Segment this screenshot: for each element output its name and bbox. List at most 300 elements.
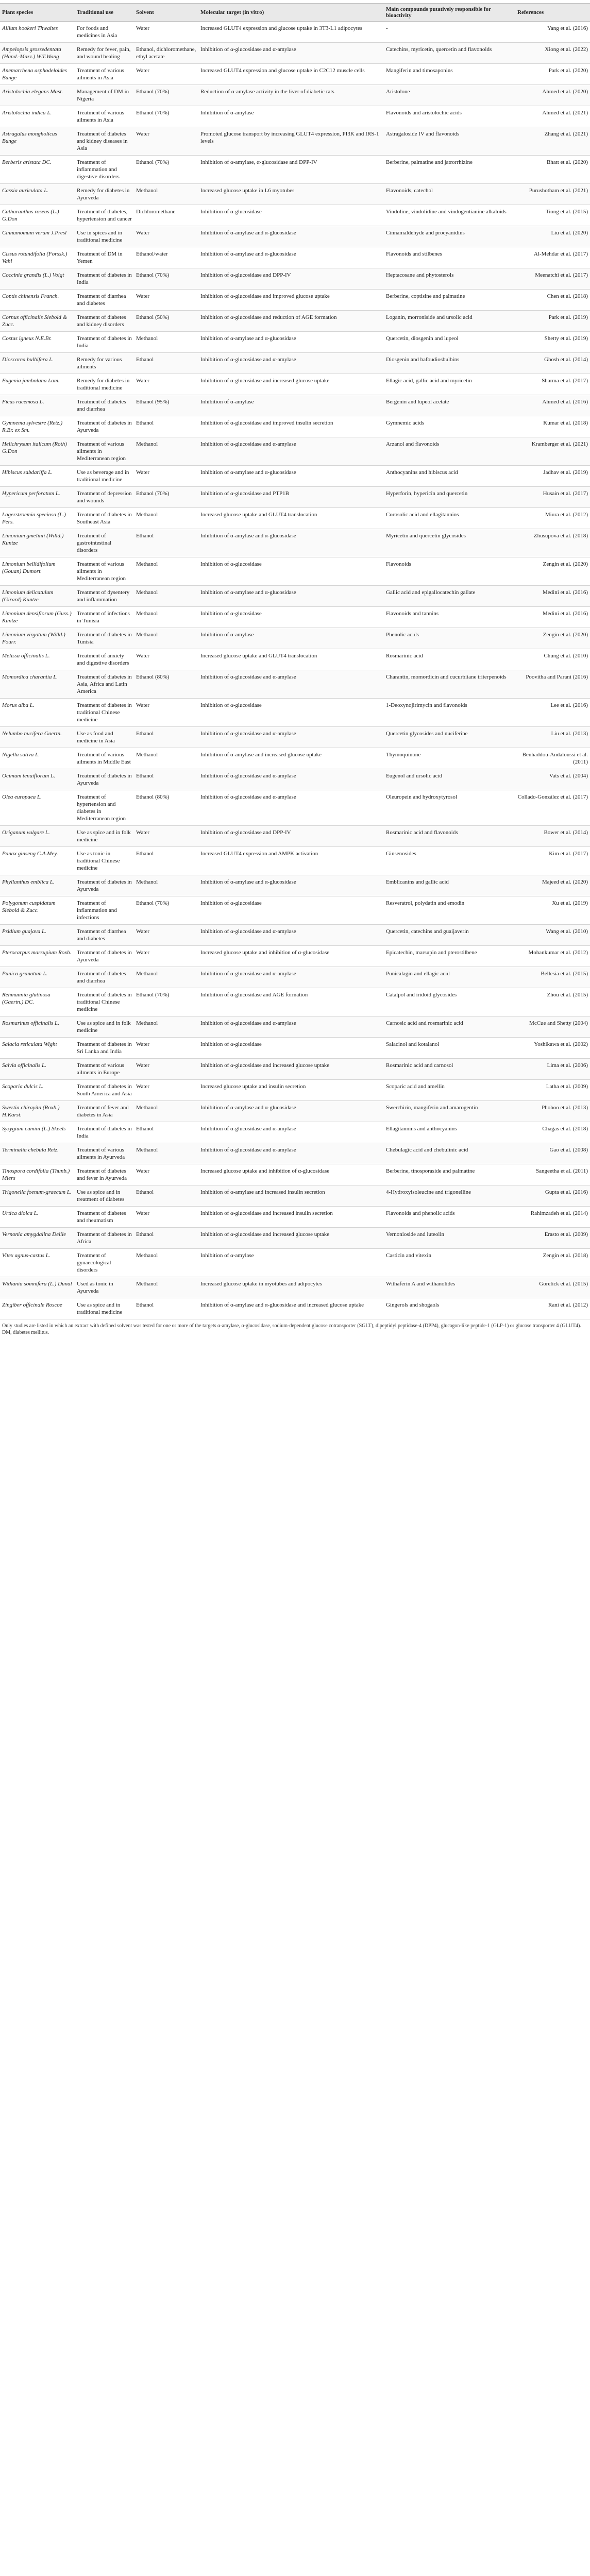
table-row bbox=[0, 22, 590, 43]
table-row bbox=[0, 127, 590, 156]
cell-solvent: Water bbox=[134, 127, 198, 156]
cell-molecular-target: Inhibition of α-glucosidase and α-amylase bbox=[198, 967, 384, 988]
cell-traditional-use: Use as food and medicine in Asia bbox=[75, 727, 134, 748]
cell-main-compounds: Loganin, morroniside and ursolic acid bbox=[384, 311, 515, 332]
table-row bbox=[0, 1059, 590, 1080]
cell-plant-species: Cinnamomum verum J.Presl bbox=[0, 226, 75, 247]
cell-reference: Xiong et al. (2022) bbox=[515, 43, 590, 64]
cell-main-compounds: Punicalagin and ellagic acid bbox=[384, 967, 515, 988]
cell-reference: Zengin et al. (2020) bbox=[515, 628, 590, 649]
cell-molecular-target: Increased GLUT4 expression and glucose uptake in 3T3-L1 adipocytes bbox=[198, 22, 384, 43]
cell-reference: Al-Mehdar et al. (2017) bbox=[515, 247, 590, 268]
cell-main-compounds: Ellagic acid, gallic acid and myricetin bbox=[384, 374, 515, 395]
cell-plant-species: Cornus officinalis Siebold & Zucc. bbox=[0, 311, 75, 332]
cell-reference: Chagas et al. (2018) bbox=[515, 1122, 590, 1143]
cell-solvent: Ethanol (95%) bbox=[134, 395, 198, 416]
cell-plant-species: Helichrysum italicum (Roth) G.Don bbox=[0, 437, 75, 466]
cell-reference: Wang et al. (2010) bbox=[515, 925, 590, 946]
cell-traditional-use: Use as spice and in folk medicine bbox=[75, 1016, 134, 1038]
table-row bbox=[0, 1080, 590, 1101]
table-row bbox=[0, 205, 590, 226]
cell-solvent: Methanol bbox=[134, 1101, 198, 1122]
cell-plant-species: Zingiber officinale Roscoe bbox=[0, 1298, 75, 1319]
table-row bbox=[0, 1249, 590, 1277]
cell-solvent: Water bbox=[134, 64, 198, 85]
table-footnote: Only studies are listed in which an extract with defined solvent was tested for one or more of the targets α-amylase, α-glucosidase, sodium-dependent glucose cotransporter (SGLT), dipeptidyl peptidase-4 (DPP4), glucagon-like peptide-1 (GLP-1) or glucose transporter 4 (GLUT4). DM, diabetes mellitus. bbox=[2, 1323, 581, 1335]
cell-traditional-use: Treatment of diabetes and fever in Ayurveda bbox=[75, 1164, 134, 1185]
cell-plant-species: Hibiscus sabdariffa L. bbox=[0, 466, 75, 487]
cell-plant-species: Phyllanthus emblica L. bbox=[0, 875, 75, 896]
cell-main-compounds: Rosmarinic acid bbox=[384, 649, 515, 670]
cell-traditional-use: Treatment of diabetes in Ayurveda bbox=[75, 875, 134, 896]
cell-molecular-target: Inhibition of α-glucosidase and α-amylase bbox=[198, 1122, 384, 1143]
cell-reference: McCue and Shetty (2004) bbox=[515, 1016, 590, 1038]
cell-molecular-target: Inhibition of α-glucosidase bbox=[198, 557, 384, 586]
cell-molecular-target: Reduction of α-amylase activity in the liver of diabetic rats bbox=[198, 85, 384, 106]
cell-plant-species: Limonium virgatum (Willd.) Fourr. bbox=[0, 628, 75, 649]
cell-solvent: Ethanol bbox=[134, 847, 198, 875]
cell-traditional-use: Treatment of diabetes in Sri Lanka and India bbox=[75, 1038, 134, 1059]
cell-molecular-target: Inhibition of α-glucosidase and DPP-IV bbox=[198, 826, 384, 847]
cell-traditional-use: Treatment of diabetes in Ayurveda bbox=[75, 769, 134, 790]
cell-main-compounds: Rosmarinic acid and flavonoids bbox=[384, 826, 515, 847]
cell-solvent: Ethanol (70%) bbox=[134, 896, 198, 925]
cell-traditional-use: Use as spice and in traditional medicine bbox=[75, 1298, 134, 1319]
cell-molecular-target: Inhibition of α-glucosidase and α-amylase bbox=[198, 727, 384, 748]
cell-molecular-target: Increased glucose uptake and GLUT4 translocation bbox=[198, 508, 384, 529]
cell-main-compounds: Anthocyanins and hibiscus acid bbox=[384, 466, 515, 487]
cell-solvent: Methanol bbox=[134, 1277, 198, 1298]
cell-traditional-use: Treatment of gynaecological disorders bbox=[75, 1249, 134, 1277]
cell-reference: Shetty et al. (2019) bbox=[515, 332, 590, 353]
cell-solvent: Ethanol bbox=[134, 1298, 198, 1319]
cell-main-compounds: Mangiferin and timosaponins bbox=[384, 64, 515, 85]
cell-molecular-target: Inhibition of α-amylase and α-glucosidase and increased glucose uptake bbox=[198, 1298, 384, 1319]
cell-reference: Benhaddou-Andaloussi et al. (2011) bbox=[515, 748, 590, 769]
cell-reference: Collado-González et al. (2017) bbox=[515, 790, 590, 826]
cell-main-compounds: Astragaloside IV and flavonoids bbox=[384, 127, 515, 156]
cell-main-compounds: - bbox=[384, 22, 515, 43]
cell-reference: Erasto et al. (2009) bbox=[515, 1228, 590, 1249]
cell-plant-species: Trigonella foenum-graecum L. bbox=[0, 1185, 75, 1207]
cell-main-compounds: Corosolic acid and ellagitannins bbox=[384, 508, 515, 529]
cell-reference: Bower et al. (2014) bbox=[515, 826, 590, 847]
cell-plant-species: Morus alba L. bbox=[0, 699, 75, 727]
cell-solvent: Water bbox=[134, 699, 198, 727]
cell-reference: Kim et al. (2017) bbox=[515, 847, 590, 875]
cell-plant-species: Costus igneus N.E.Br. bbox=[0, 332, 75, 353]
cell-plant-species: Dioscorea bulbifera L. bbox=[0, 353, 75, 374]
table-row bbox=[0, 875, 590, 896]
cell-molecular-target: Inhibition of α-glucosidase and α-amylase bbox=[198, 1016, 384, 1038]
table-row bbox=[0, 529, 590, 557]
cell-main-compounds: Eugenol and ursolic acid bbox=[384, 769, 515, 790]
cell-plant-species: Salacia reticulata Wight bbox=[0, 1038, 75, 1059]
table-row bbox=[0, 586, 590, 607]
cell-molecular-target: Increased glucose uptake and inhibition of α-glucosidase bbox=[198, 946, 384, 967]
table-row bbox=[0, 967, 590, 988]
cell-molecular-target: Inhibition of α-glucosidase and increased insulin secretion bbox=[198, 1207, 384, 1228]
cell-molecular-target: Inhibition of α-glucosidase and α-amylase bbox=[198, 670, 384, 699]
table-row bbox=[0, 64, 590, 85]
cell-plant-species: Cissus rotundifolia (Forssk.) Vahl bbox=[0, 247, 75, 268]
table-body bbox=[0, 22, 590, 1319]
cell-plant-species: Urtica dioica L. bbox=[0, 1207, 75, 1228]
cell-main-compounds: Catechins, myricetin, quercetin and flavonoids bbox=[384, 43, 515, 64]
cell-traditional-use: Remedy for various ailments bbox=[75, 353, 134, 374]
cell-main-compounds: Swerchirin, mangiferin and amarogentin bbox=[384, 1101, 515, 1122]
cell-plant-species: Hypericum perforatum L. bbox=[0, 487, 75, 508]
cell-main-compounds: Charantin, momordicin and cucurbitane triterpenoids bbox=[384, 670, 515, 699]
cell-reference: Yoshikawa et al. (2002) bbox=[515, 1038, 590, 1059]
cell-plant-species: Ocimum tenuiflorum L. bbox=[0, 769, 75, 790]
cell-traditional-use: Treatment of diabetes in Southeast Asia bbox=[75, 508, 134, 529]
cell-molecular-target: Inhibition of α-glucosidase bbox=[198, 896, 384, 925]
cell-solvent: Ethanol (70%) bbox=[134, 487, 198, 508]
cell-plant-species: Cassia auriculata L. bbox=[0, 184, 75, 205]
cell-molecular-target: Inhibition of α-glucosidase and improved insulin secretion bbox=[198, 416, 384, 437]
cell-plant-species: Panax ginseng C.A.Mey. bbox=[0, 847, 75, 875]
cell-main-compounds: Bergenin and lupeol acetate bbox=[384, 395, 515, 416]
cell-main-compounds: Berberine, palmatine and jatrorrhizine bbox=[384, 156, 515, 184]
cell-molecular-target: Inhibition of α-glucosidase and improved glucose uptake bbox=[198, 290, 384, 311]
cell-solvent: Methanol bbox=[134, 748, 198, 769]
cell-traditional-use: Treatment of diabetes in Africa bbox=[75, 1228, 134, 1249]
cell-molecular-target: Inhibition of α-amylase and α-glucosidase bbox=[198, 466, 384, 487]
table-row bbox=[0, 769, 590, 790]
table-row bbox=[0, 1185, 590, 1207]
cell-molecular-target: Increased glucose uptake and inhibition of α-glucosidase bbox=[198, 1164, 384, 1185]
cell-traditional-use: Treatment of diabetes and rheumatism bbox=[75, 1207, 134, 1228]
cell-molecular-target: Inhibition of α-glucosidase bbox=[198, 607, 384, 628]
table-row bbox=[0, 85, 590, 106]
cell-plant-species: Limonium delicatulum (Girard) Kuntze bbox=[0, 586, 75, 607]
table-row bbox=[0, 43, 590, 64]
cell-main-compounds: Diosgenin and bafoudiosbulbins bbox=[384, 353, 515, 374]
table-row bbox=[0, 1122, 590, 1143]
cell-solvent: Water bbox=[134, 22, 198, 43]
cell-traditional-use: Treatment of diarrhea and diabetes bbox=[75, 290, 134, 311]
cell-reference: Xu et al. (2019) bbox=[515, 896, 590, 925]
cell-solvent: Ethanol (70%) bbox=[134, 988, 198, 1016]
table-row bbox=[0, 1164, 590, 1185]
cell-solvent: Methanol bbox=[134, 1016, 198, 1038]
cell-plant-species: Scoparia dulcis L. bbox=[0, 1080, 75, 1101]
cell-reference: Ahmed et al. (2016) bbox=[515, 395, 590, 416]
cell-solvent: Ethanol/water bbox=[134, 247, 198, 268]
cell-molecular-target: Inhibition of α-amylase and increased glucose uptake bbox=[198, 748, 384, 769]
cell-reference: Lima et al. (2006) bbox=[515, 1059, 590, 1080]
cell-main-compounds: Flavonoids and tannins bbox=[384, 607, 515, 628]
cell-solvent: Water bbox=[134, 290, 198, 311]
cell-reference: Medini et al. (2016) bbox=[515, 607, 590, 628]
cell-plant-species: Coptis chinensis Franch. bbox=[0, 290, 75, 311]
table-row bbox=[0, 1143, 590, 1164]
cell-traditional-use: Treatment of diabetes in Tunisia bbox=[75, 628, 134, 649]
cell-traditional-use: Treatment of diabetes and kidney disorders bbox=[75, 311, 134, 332]
cell-solvent: Ethanol bbox=[134, 353, 198, 374]
cell-solvent: Water bbox=[134, 374, 198, 395]
cell-reference: Gupta et al. (2016) bbox=[515, 1185, 590, 1207]
cell-reference: Yang et al. (2016) bbox=[515, 22, 590, 43]
cell-main-compounds: Rosmarinic acid and carnosol bbox=[384, 1059, 515, 1080]
table-row bbox=[0, 925, 590, 946]
cell-molecular-target: Increased GLUT4 expression and glucose uptake in C2C12 muscle cells bbox=[198, 64, 384, 85]
cell-reference: Meenatchi et al. (2017) bbox=[515, 268, 590, 290]
cell-reference: Liu et al. (2013) bbox=[515, 727, 590, 748]
cell-traditional-use: Treatment of various ailments in Ayurveda bbox=[75, 1143, 134, 1164]
cell-molecular-target: Inhibition of α-amylase bbox=[198, 106, 384, 127]
cell-plant-species: Lagerstroemia speciosa (L.) Pers. bbox=[0, 508, 75, 529]
cell-traditional-use: Treatment of hypertension and diabetes in Mediterranean region bbox=[75, 790, 134, 826]
cell-molecular-target: Inhibition of α-glucosidase and α-amylase bbox=[198, 437, 384, 466]
cell-traditional-use: Treatment of various ailments in Mediterranean region bbox=[75, 437, 134, 466]
cell-traditional-use: Management of DM in Nigeria bbox=[75, 85, 134, 106]
cell-molecular-target: Inhibition of α-glucosidase and α-amylase bbox=[198, 1143, 384, 1164]
cell-solvent: Ethanol bbox=[134, 769, 198, 790]
cell-traditional-use: Treatment of diabetes and diarrhea bbox=[75, 395, 134, 416]
cell-molecular-target: Inhibition of α-amylase and α-glucosidase bbox=[198, 529, 384, 557]
cell-solvent: Water bbox=[134, 925, 198, 946]
table-row bbox=[0, 826, 590, 847]
cell-plant-species: Catharanthus roseus (L.) G.Don bbox=[0, 205, 75, 226]
table-row bbox=[0, 847, 590, 875]
cell-traditional-use: Use as spice and in treatment of diabetes bbox=[75, 1185, 134, 1207]
table-row bbox=[0, 466, 590, 487]
cell-solvent: Ethanol bbox=[134, 1122, 198, 1143]
cell-molecular-target: Inhibition of α-amylase and α-glucosidase bbox=[198, 247, 384, 268]
cell-solvent: Water bbox=[134, 1059, 198, 1080]
cell-solvent: Ethanol (80%) bbox=[134, 670, 198, 699]
table-row bbox=[0, 416, 590, 437]
cell-reference: Husain et al. (2017) bbox=[515, 487, 590, 508]
cell-traditional-use: Remedy for diabetes in traditional medicine bbox=[75, 374, 134, 395]
cell-plant-species: Withania somnifera (L.) Dunal bbox=[0, 1277, 75, 1298]
cell-traditional-use: Treatment of diabetes and diarrhea bbox=[75, 967, 134, 988]
cell-solvent: Methanol bbox=[134, 184, 198, 205]
cell-main-compounds: 1-Deoxynojirimycin and flavonoids bbox=[384, 699, 515, 727]
cell-molecular-target: Inhibition of α-glucosidase bbox=[198, 699, 384, 727]
cell-main-compounds: Scoparic acid and amellin bbox=[384, 1080, 515, 1101]
cell-solvent: Methanol bbox=[134, 508, 198, 529]
cell-molecular-target: Inhibition of α-glucosidase bbox=[198, 1038, 384, 1059]
cell-plant-species: Psidium guajava L. bbox=[0, 925, 75, 946]
cell-molecular-target: Inhibition of α-glucosidase and reduction of AGE formation bbox=[198, 311, 384, 332]
cell-plant-species: Punica granatum L. bbox=[0, 967, 75, 988]
cell-reference: Park et al. (2020) bbox=[515, 64, 590, 85]
cell-traditional-use: Treatment of diabetes in Ayurveda bbox=[75, 416, 134, 437]
cell-main-compounds: Carnosic acid and rosmarinic acid bbox=[384, 1016, 515, 1038]
cell-plant-species: Berberis aristata DC. bbox=[0, 156, 75, 184]
cell-traditional-use: Treatment of diabetes in Asia, Africa and Latin America bbox=[75, 670, 134, 699]
cell-reference: Mohankumar et al. (2012) bbox=[515, 946, 590, 967]
cell-plant-species: Vernonia amygdalina Delile bbox=[0, 1228, 75, 1249]
cell-molecular-target: Inhibition of α-amylase and α-glucosidase bbox=[198, 1101, 384, 1122]
table-row bbox=[0, 748, 590, 769]
cell-solvent: Water bbox=[134, 649, 198, 670]
cell-traditional-use: Treatment of infections in Tunisia bbox=[75, 607, 134, 628]
cell-main-compounds: Flavonoids, catechol bbox=[384, 184, 515, 205]
cell-molecular-target: Increased glucose uptake and insulin secretion bbox=[198, 1080, 384, 1101]
cell-plant-species: Limonium gmelinii (Willd.) Kuntze bbox=[0, 529, 75, 557]
cell-solvent: Methanol bbox=[134, 875, 198, 896]
cell-plant-species: Melissa officinalis L. bbox=[0, 649, 75, 670]
cell-reference: Vats et al. (2004) bbox=[515, 769, 590, 790]
cell-reference: Liu et al. (2020) bbox=[515, 226, 590, 247]
cell-traditional-use: Treatment of fever and diabetes in Asia bbox=[75, 1101, 134, 1122]
cell-solvent: Ethanol bbox=[134, 727, 198, 748]
table-row bbox=[0, 988, 590, 1016]
cell-molecular-target: Inhibition of α-glucosidase and AGE formation bbox=[198, 988, 384, 1016]
cell-reference: Medini et al. (2016) bbox=[515, 586, 590, 607]
table-row bbox=[0, 156, 590, 184]
cell-molecular-target: Inhibition of α-amylase bbox=[198, 628, 384, 649]
cell-reference: Zengin et al. (2020) bbox=[515, 557, 590, 586]
cell-molecular-target: Increased glucose uptake in myotubes and adipocytes bbox=[198, 1277, 384, 1298]
cell-reference: Kumar et al. (2018) bbox=[515, 416, 590, 437]
cell-reference: Gao et al. (2008) bbox=[515, 1143, 590, 1164]
header-plant-species: Plant species bbox=[0, 4, 75, 22]
cell-molecular-target: Increased glucose uptake in L6 myotubes bbox=[198, 184, 384, 205]
table-row bbox=[0, 395, 590, 416]
cell-plant-species: Limonium densiflorum (Guss.) Kuntze bbox=[0, 607, 75, 628]
cell-traditional-use: Remedy for fever, pain, and wound healing bbox=[75, 43, 134, 64]
table-row bbox=[0, 374, 590, 395]
cell-solvent: Water bbox=[134, 946, 198, 967]
cell-molecular-target: Inhibition of α-amylase, α-glucosidase and DPP-IV bbox=[198, 156, 384, 184]
cell-solvent: Water bbox=[134, 1080, 198, 1101]
plant-table bbox=[0, 3, 590, 1319]
cell-main-compounds: Flavonoids bbox=[384, 557, 515, 586]
cell-molecular-target: Inhibition of α-amylase bbox=[198, 1249, 384, 1277]
cell-plant-species: Allium hookeri Thwaites bbox=[0, 22, 75, 43]
cell-traditional-use: Treatment of DM in Yemen bbox=[75, 247, 134, 268]
cell-main-compounds: Withaferin A and withanolides bbox=[384, 1277, 515, 1298]
cell-main-compounds: Flavonoids and stilbenes bbox=[384, 247, 515, 268]
cell-plant-species: Pterocarpus marsupium Roxb. bbox=[0, 946, 75, 967]
table-row bbox=[0, 1207, 590, 1228]
cell-main-compounds: Flavonoids and phenolic acids bbox=[384, 1207, 515, 1228]
cell-plant-species: Aristolochia indica L. bbox=[0, 106, 75, 127]
header-molecular-target: Molecular target (in vitro) bbox=[198, 4, 384, 22]
table-row bbox=[0, 268, 590, 290]
cell-traditional-use: Treatment of diabetes in India bbox=[75, 268, 134, 290]
cell-solvent: Methanol bbox=[134, 1249, 198, 1277]
cell-traditional-use: Treatment of diarrhea and diabetes bbox=[75, 925, 134, 946]
cell-plant-species: Ampelopsis grossedentata (Hand.-Mazz.) W.T.Wang bbox=[0, 43, 75, 64]
table-row bbox=[0, 790, 590, 826]
cell-main-compounds: Gymnemic acids bbox=[384, 416, 515, 437]
cell-plant-species: Nigella sativa L. bbox=[0, 748, 75, 769]
cell-main-compounds: Aristolone bbox=[384, 85, 515, 106]
header-main-compounds: Main compounds putatively responsible for bioactivity bbox=[384, 4, 515, 22]
cell-plant-species: Nelumbo nucifera Gaertn. bbox=[0, 727, 75, 748]
cell-molecular-target: Inhibition of α-amylase and α-glucosidase bbox=[198, 332, 384, 353]
cell-main-compounds: Vernonioside and luteolin bbox=[384, 1228, 515, 1249]
cell-reference: Rani et al. (2012) bbox=[515, 1298, 590, 1319]
cell-main-compounds: Chebulagic acid and chebulinic acid bbox=[384, 1143, 515, 1164]
cell-reference: Chen et al. (2018) bbox=[515, 290, 590, 311]
table-row bbox=[0, 1228, 590, 1249]
table-row bbox=[0, 290, 590, 311]
table-row bbox=[0, 311, 590, 332]
table-row bbox=[0, 487, 590, 508]
cell-main-compounds: Berberine, tinosporaside and palmatine bbox=[384, 1164, 515, 1185]
cell-plant-species: Olea europaea L. bbox=[0, 790, 75, 826]
cell-main-compounds: Catalpol and iridoid glycosides bbox=[384, 988, 515, 1016]
cell-reference: Bhatt et al. (2020) bbox=[515, 156, 590, 184]
cell-reference: Lee et al. (2016) bbox=[515, 699, 590, 727]
cell-reference: Zhang et al. (2021) bbox=[515, 127, 590, 156]
cell-main-compounds: Ginsenosides bbox=[384, 847, 515, 875]
cell-solvent: Methanol bbox=[134, 557, 198, 586]
header-solvent: Solvent bbox=[134, 4, 198, 22]
cell-molecular-target: Inhibition of α-glucosidase and increased glucose uptake bbox=[198, 1059, 384, 1080]
cell-molecular-target: Inhibition of α-glucosidase and α-amylase bbox=[198, 353, 384, 374]
cell-solvent: Methanol bbox=[134, 1143, 198, 1164]
table-row bbox=[0, 628, 590, 649]
cell-traditional-use: Remedy for diabetes in Ayurveda bbox=[75, 184, 134, 205]
cell-traditional-use: Treatment of various ailments in Asia bbox=[75, 106, 134, 127]
table-row bbox=[0, 226, 590, 247]
cell-traditional-use: Use in spices and in traditional medicine bbox=[75, 226, 134, 247]
cell-solvent: Methanol bbox=[134, 332, 198, 353]
cell-molecular-target: Increased GLUT4 expression and AMPK activation bbox=[198, 847, 384, 875]
cell-molecular-target: Inhibition of α-glucosidase and PTP1B bbox=[198, 487, 384, 508]
cell-reference: Poovitha and Parani (2016) bbox=[515, 670, 590, 699]
cell-main-compounds: Quercetin glycosides and nuciferine bbox=[384, 727, 515, 748]
cell-plant-species: Astragalus mongholicus Bunge bbox=[0, 127, 75, 156]
cell-main-compounds: Quercetin, catechins and guaijaverin bbox=[384, 925, 515, 946]
cell-traditional-use: Treatment of various ailments in Europe bbox=[75, 1059, 134, 1080]
cell-plant-species: Limonium bellidifolium (Gouan) Dumort. bbox=[0, 557, 75, 586]
cell-main-compounds: Vindoline, vindolidine and vindogentianine alkaloids bbox=[384, 205, 515, 226]
cell-main-compounds: Resveratrol, polydatin and emodin bbox=[384, 896, 515, 925]
cell-molecular-target: Inhibition of α-glucosidase and α-amylase bbox=[198, 769, 384, 790]
cell-molecular-target: Inhibition of α-amylase and α-glucosidase bbox=[198, 586, 384, 607]
cell-traditional-use: Treatment of gastrointestinal disorders bbox=[75, 529, 134, 557]
cell-main-compounds: Heptacosane and phytosterols bbox=[384, 268, 515, 290]
table-row bbox=[0, 437, 590, 466]
cell-main-compounds: Casticin and vitexin bbox=[384, 1249, 515, 1277]
table-row bbox=[0, 106, 590, 127]
cell-solvent: Ethanol bbox=[134, 529, 198, 557]
table-row bbox=[0, 670, 590, 699]
cell-solvent: Ethanol (70%) bbox=[134, 268, 198, 290]
cell-traditional-use: Treatment of depression and wounds bbox=[75, 487, 134, 508]
cell-molecular-target: Promoted glucose transport by increasing GLUT4 expression, PI3K and IRS-1 levels bbox=[198, 127, 384, 156]
cell-main-compounds: Flavonoids and aristolochic acids bbox=[384, 106, 515, 127]
table-row bbox=[0, 896, 590, 925]
cell-solvent: Ethanol (50%) bbox=[134, 311, 198, 332]
cell-plant-species: Vitex agnus-castus L. bbox=[0, 1249, 75, 1277]
cell-traditional-use: Treatment of dysentery and inflammation bbox=[75, 586, 134, 607]
cell-reference: Ahmed et al. (2020) bbox=[515, 85, 590, 106]
table-row bbox=[0, 727, 590, 748]
cell-traditional-use: Treatment of diabetes in traditional Chinese medicine bbox=[75, 988, 134, 1016]
cell-main-compounds: Emblicanins and gallic acid bbox=[384, 875, 515, 896]
cell-traditional-use: Treatment of diabetes in traditional Chinese medicine bbox=[75, 699, 134, 727]
cell-main-compounds: Ellagitannins and anthocyanins bbox=[384, 1122, 515, 1143]
cell-reference: Majeed et al. (2020) bbox=[515, 875, 590, 896]
cell-traditional-use: For foods and medicines in Asia bbox=[75, 22, 134, 43]
cell-traditional-use: Treatment of diabetes in India bbox=[75, 332, 134, 353]
table-row bbox=[0, 247, 590, 268]
cell-solvent: Water bbox=[134, 466, 198, 487]
cell-plant-species: Eugenia jambolana Lam. bbox=[0, 374, 75, 395]
cell-reference: Latha et al. (2009) bbox=[515, 1080, 590, 1101]
cell-plant-species: Swertia chirayita (Roxb.) H.Karst. bbox=[0, 1101, 75, 1122]
